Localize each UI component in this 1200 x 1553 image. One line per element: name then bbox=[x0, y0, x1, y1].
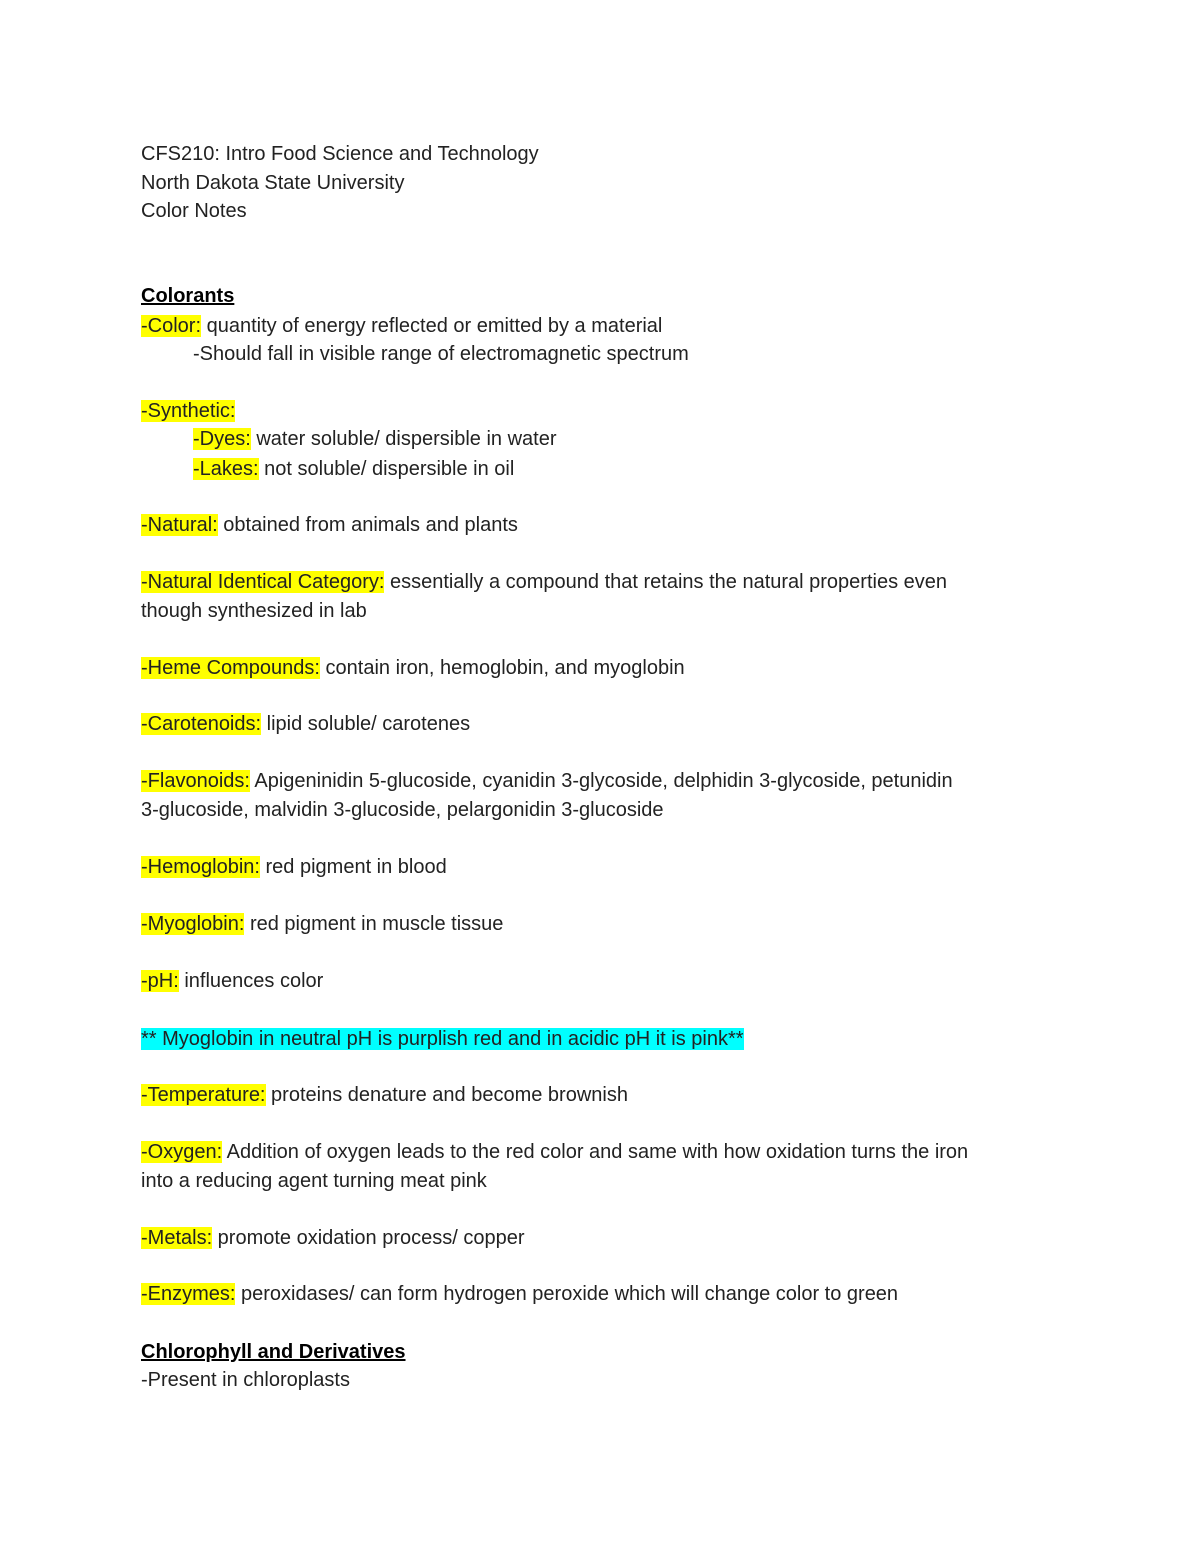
ph-entry bbox=[141, 967, 323, 995]
natural-entry bbox=[141, 511, 518, 539]
temperature-term: -Temperature: bbox=[141, 1084, 266, 1106]
lakes-entry bbox=[193, 455, 514, 483]
metals-definition: promote oxidation process/ copper bbox=[212, 1227, 525, 1249]
ph-term: -pH: bbox=[141, 970, 179, 992]
myoglobin-term: -Myoglobin: bbox=[141, 913, 245, 935]
colorants-heading: Colorants bbox=[141, 285, 235, 307]
ph-definition: influences color bbox=[178, 970, 324, 992]
temperature-entry bbox=[141, 1081, 628, 1109]
natural-identical-entry bbox=[141, 568, 947, 596]
lakes-term: -Lakes: bbox=[193, 458, 259, 480]
carotenoids-entry bbox=[141, 710, 470, 738]
carotenoids-definition: lipid soluble/ carotenes bbox=[261, 713, 471, 735]
myoglobin-definition: red pigment in muscle tissue bbox=[244, 913, 504, 935]
oxygen-definition: Addition of oxygen leads to the red color and same with how oxidation turns the iron bbox=[222, 1141, 969, 1163]
hemoglobin-entry bbox=[141, 853, 447, 881]
university-name: North Dakota State University bbox=[141, 172, 405, 194]
carotenoids-term: -Carotenoids: bbox=[141, 713, 262, 735]
flavonoids-definition: Apigeninidin 5-glucoside, cyanidin 3-glycoside, delphidin 3-glycoside, petunidin bbox=[249, 770, 953, 792]
myoglobin-ph-note bbox=[141, 1025, 744, 1053]
flavonoids-continuation: 3-glucoside, malvidin 3-glucoside, pelargonidin 3-glucoside bbox=[141, 799, 664, 821]
lakes-definition: not soluble/ dispersible in oil bbox=[258, 458, 515, 480]
hemoglobin-term: -Hemoglobin: bbox=[141, 856, 260, 878]
oxygen-continuation: into a reducing agent turning meat pink bbox=[141, 1170, 487, 1192]
course-title: CFS210: Intro Food Science and Technology bbox=[141, 143, 539, 165]
dyes-definition: water soluble/ dispersible in water bbox=[250, 428, 557, 450]
synthetic-entry bbox=[141, 397, 235, 425]
dyes-term: -Dyes: bbox=[193, 428, 251, 450]
synthetic-term: -Synthetic: bbox=[141, 400, 236, 422]
hemoglobin-definition: red pigment in blood bbox=[259, 856, 447, 878]
natural-identical-continuation: though synthesized in lab bbox=[141, 600, 367, 622]
metals-entry bbox=[141, 1224, 525, 1252]
enzymes-entry bbox=[141, 1280, 898, 1308]
metals-term: -Metals: bbox=[141, 1227, 213, 1249]
dyes-entry bbox=[193, 425, 557, 453]
color-entry bbox=[141, 312, 662, 340]
color-sub-note: -Should fall in visible range of electromagnetic spectrum bbox=[193, 343, 689, 365]
myoglobin-ph-note-text: ** Myoglobin in neutral pH is purplish red and in acidic pH it is pink** bbox=[141, 1028, 744, 1050]
heme-definition: contain iron, hemoglobin, and myoglobin bbox=[319, 657, 685, 679]
heme-term: -Heme Compounds: bbox=[141, 657, 320, 679]
color-term: -Color: bbox=[141, 315, 202, 337]
natural-identical-term: -Natural Identical Category: bbox=[141, 571, 385, 593]
temperature-definition: proteins denature and become brownish bbox=[265, 1084, 628, 1106]
heme-entry bbox=[141, 654, 685, 682]
document-title: Color Notes bbox=[141, 200, 247, 222]
chloroplasts-note: -Present in chloroplasts bbox=[141, 1369, 350, 1391]
oxygen-term: -Oxygen: bbox=[141, 1141, 223, 1163]
flavonoids-term: -Flavonoids: bbox=[141, 770, 250, 792]
flavonoids-entry bbox=[141, 767, 953, 795]
chlorophyll-heading: Chlorophyll and Derivatives bbox=[141, 1341, 406, 1363]
enzymes-term: -Enzymes: bbox=[141, 1283, 236, 1305]
color-definition: quantity of energy reflected or emitted by a material bbox=[201, 315, 663, 337]
natural-term: -Natural: bbox=[141, 514, 218, 536]
natural-definition: obtained from animals and plants bbox=[217, 514, 518, 536]
oxygen-entry bbox=[141, 1138, 968, 1166]
enzymes-definition: peroxidases/ can form hydrogen peroxide which will change color to green bbox=[235, 1283, 899, 1305]
myoglobin-entry bbox=[141, 910, 503, 938]
natural-identical-definition: essentially a compound that retains the natural properties even bbox=[384, 571, 948, 593]
